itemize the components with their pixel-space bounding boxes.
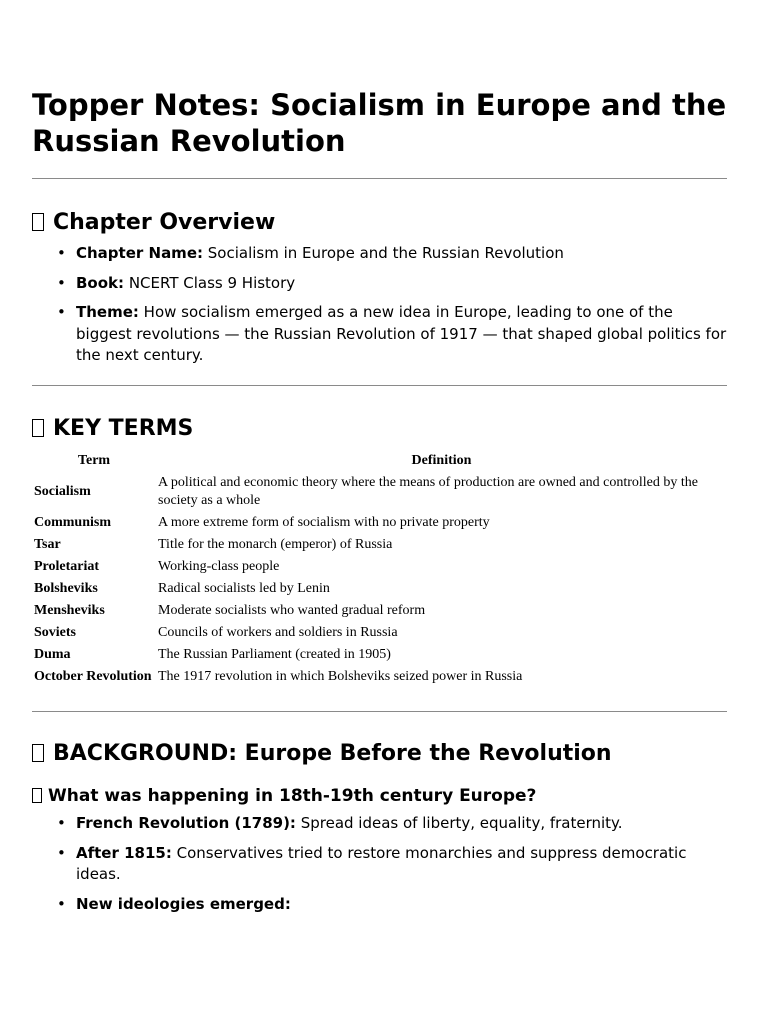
definition-cell: Radical socialists led by Lenin [158, 581, 330, 596]
background-list [32, 813, 727, 923]
background-item-french-revolution [32, 813, 727, 835]
background-heading [32, 740, 612, 768]
definition-cell: Working-class people [158, 559, 280, 574]
table-row [32, 578, 727, 600]
definition-cell: Moderate socialists who wanted gradual reform [158, 603, 426, 618]
definition-cell: A more extreme form of socialism with no private property [158, 515, 490, 530]
overview-heading-text: Chapter Overview [53, 210, 276, 235]
background-item-text: Conservatives tried to restore monarchies and suppress democratic ideas. [76, 843, 687, 883]
background-item-after-1815 [32, 843, 727, 886]
page-title: Topper Notes: Socialism in Europe and the Russian Revolution [32, 88, 727, 158]
term-cell: Soviets [34, 625, 76, 640]
overview-item-text: Socialism in Europe and the Russian Revolution [207, 244, 564, 262]
overview-item-label: Theme: [76, 303, 139, 321]
term-cell: Duma [34, 647, 71, 662]
background-item-label: French Revolution (1789): [76, 814, 296, 832]
background-subheading [32, 785, 536, 807]
bullet: • [57, 814, 66, 832]
overview-item-chapter-name [32, 243, 727, 265]
term-cell: Bolsheviks [34, 581, 98, 596]
overview-item-text: How socialism emerged as a new idea in Europe, leading to one of the biggest revolutions — the Russian Revolution of 1917 — that shaped global politics for the next century. [76, 303, 727, 364]
divider-title [32, 178, 727, 179]
background-item-label: After 1815: [76, 843, 172, 862]
key-terms-table [32, 451, 727, 688]
background-item-new-ideologies [32, 894, 727, 916]
term-cell: Tsar [34, 537, 61, 552]
divider-key-terms [32, 711, 727, 712]
overview-item-label: Book: [76, 273, 125, 292]
term-cell: Proletariat [34, 559, 100, 574]
bullet: • [57, 273, 66, 292]
bullet: • [57, 303, 66, 321]
term-cell: October Revolution [34, 669, 152, 684]
definition-cell: Councils of workers and soldiers in Russia [158, 625, 398, 640]
definition-cell: Title for the monarch (emperor) of Russia [158, 537, 393, 552]
definition-cell: The Russian Parliament (created in 1905) [158, 647, 391, 662]
term-cell: Socialism [34, 484, 91, 499]
overview-item-label: Chapter Name: [76, 244, 203, 262]
table-header-row [32, 451, 727, 472]
background-heading-icon [32, 744, 44, 762]
table-row [32, 622, 727, 644]
column-header-definition: Definition [411, 453, 472, 468]
overview-heading-icon [32, 213, 44, 231]
term-cell: Communism [34, 515, 112, 530]
table-row [32, 600, 727, 622]
table-row [32, 644, 727, 666]
table-row [32, 666, 727, 688]
key-terms-heading-text: KEY TERMS [53, 416, 194, 441]
overview-item-theme [32, 302, 727, 367]
table-row [32, 472, 727, 512]
table-row [32, 556, 727, 578]
divider-overview [32, 385, 727, 386]
overview-item-text: NCERT Class 9 History [128, 273, 296, 292]
background-subheading-text: What was happening in 18th-19th century Europe? [48, 786, 537, 806]
background-item-label: New ideologies emerged: [76, 894, 291, 913]
background-subheading-icon [32, 788, 42, 803]
definition-cell: A political and economic theory where the means of production are owned and controlled by the society as a whole [158, 475, 698, 508]
overview-heading [32, 209, 275, 237]
overview-item-book [32, 273, 727, 295]
background-heading-text: BACKGROUND: Europe Before the Revolution [53, 741, 612, 766]
column-header-term: Term [77, 453, 111, 468]
bullet: • [57, 244, 66, 262]
definition-cell: The 1917 revolution in which Bolsheviks seized power in Russia [158, 669, 523, 684]
term-cell: Mensheviks [34, 603, 105, 618]
background-item-text: Spread ideas of liberty, equality, fraternity. [300, 814, 623, 832]
bullet: • [57, 843, 66, 862]
table-row [32, 534, 727, 556]
overview-list [32, 243, 727, 375]
key-terms-heading-icon [32, 419, 44, 437]
bullet: • [57, 894, 66, 913]
table-row [32, 512, 727, 534]
key-terms-heading [32, 415, 193, 443]
